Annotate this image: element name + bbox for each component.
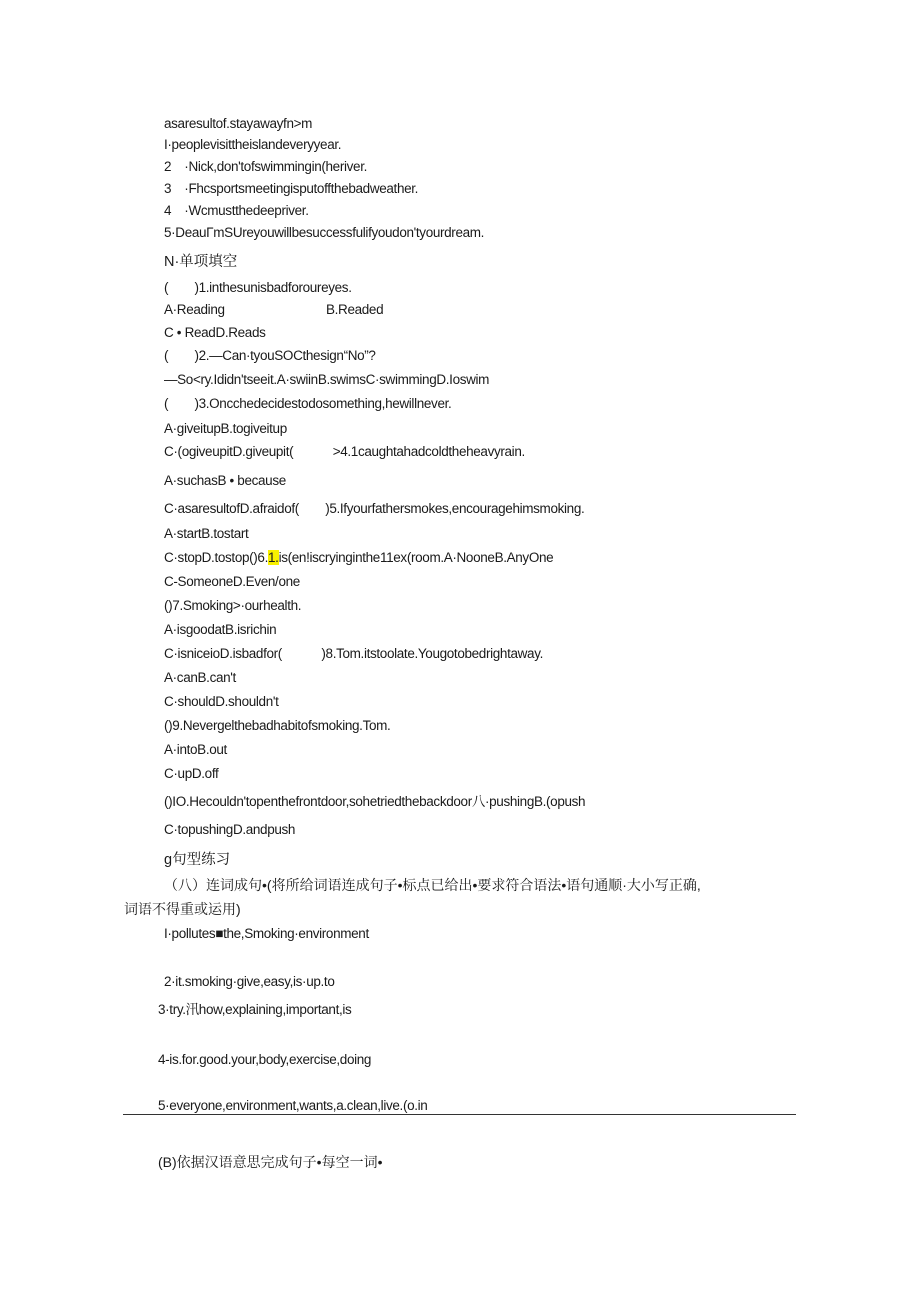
line-fill-4: 4 ·Wcmustthedeepriver.	[164, 203, 309, 218]
word-order-2: 2·it.smoking·give,easy,is·up.to	[164, 974, 335, 989]
q6-options-cd: C-SomeoneD.Even/one	[164, 574, 300, 589]
q4-options-cd-question-5: C·asaresultofD.afraidof( )5.Ifyourfathersmokes,encouragehimsmoking.	[164, 501, 585, 516]
line-fill-1: I·peoplevisittheislandeveryyear.	[164, 137, 342, 152]
q3-options-cd-question-4: C·(ogiveupitD.giveupit( >4.1caughtahadcoldtheheavyrain.	[164, 444, 525, 459]
line-fill-5: 5·DeauΓmSUreyouwillbesuccessfulifyoudon'tyourdream.	[164, 225, 485, 240]
question-7: ()7.Smoking>·ourhealth.	[164, 598, 302, 613]
q5-options-cd-question-6	[164, 549, 553, 567]
q6-text: is(en!iscryinginthe11ex(room.A·NooneB.AnyOne	[278, 550, 554, 565]
word-order-4: 4-is.for.good.your,body,exercise,doing	[158, 1052, 372, 1067]
highlighted-number: 1.	[268, 550, 279, 565]
question-1: ( )1.inthesunisbadforoureyes.	[164, 280, 352, 295]
question-10: ()IO.Hecouldn'topenthefrontdoor,sohetriedthebackdoor八·pushingB.(opush	[164, 794, 586, 809]
word-order-3: 3·try.汛how,explaining,important,is	[158, 1002, 352, 1017]
q9-options-ab: A·intoB.out	[164, 742, 227, 757]
section-heading-sentence-patterns: g句型练习	[164, 852, 231, 868]
section-heading-multiple-choice: N·单项填空	[164, 254, 238, 270]
q7-options-cd-question-8: C·isniceioD.isbadfor( )8.Tom.itstoolate.Yougotobedrightaway.	[164, 646, 543, 661]
section-heading-translation: (B)依据汉语意思完成句子•每空一词•	[158, 1154, 383, 1170]
q4-options-ab: A·suchasB • because	[164, 473, 286, 488]
question-3: ( )3.Oncchedecidestodosomething,hewillnever.	[164, 396, 452, 411]
line-fill-3: 3 ·Fhcsportsmeetingisputoffthebadweather.	[164, 181, 419, 196]
q1-options-cd: C • ReadD.Reads	[164, 325, 266, 340]
word-order-1: I·pollutes■the,Smoking·environment	[164, 926, 369, 941]
q1-option-b: B.Readed	[326, 302, 384, 317]
q3-options-ab: A·giveitupB.togiveitup	[164, 421, 287, 436]
question-9: ()9.Nevergelthebadhabitofsmoking.Tom.	[164, 718, 391, 733]
q5-options-ab: A·startB.tostart	[164, 526, 249, 541]
q1-option-a: A·Reading	[164, 302, 225, 317]
q9-options-cd: C·upD.off	[164, 766, 219, 781]
line-fill-2: 2 ·Nick,don'tofswimmingin(heriver.	[164, 159, 367, 174]
question-2: ( )2.—Can·tyouSOCthesign“No”?	[164, 348, 376, 363]
instructions-line-2: 词语不得重或运用)	[124, 901, 241, 917]
word-order-5: 5·everyone,environment,wants,a.clean,live.(o.in	[158, 1098, 428, 1113]
q10-options-cd: C·topushingD.andpush	[164, 822, 296, 837]
q8-options-ab: A·canB.can't	[164, 670, 236, 685]
q8-options-cd: C·shouldD.shouldn't	[164, 694, 279, 709]
q5-cd-text: C·stopD.tostop()6.	[164, 550, 268, 565]
q2-answer-options: —So<ry.Ididn'tseeit.A·swiinB.swimsC·swimmingD.Ioswim	[164, 372, 490, 387]
q7-options-ab: A·isgoodatB.isrichin	[164, 622, 277, 637]
answer-line	[123, 1114, 796, 1115]
instructions-line-1: （八）连词成句•(将所给词语连成句子•标点已给出•要求符合语法•语句通顺·大小写正确,	[164, 877, 701, 893]
line-phrase-bank: asaresultof.stayawayfn>m	[164, 116, 313, 131]
